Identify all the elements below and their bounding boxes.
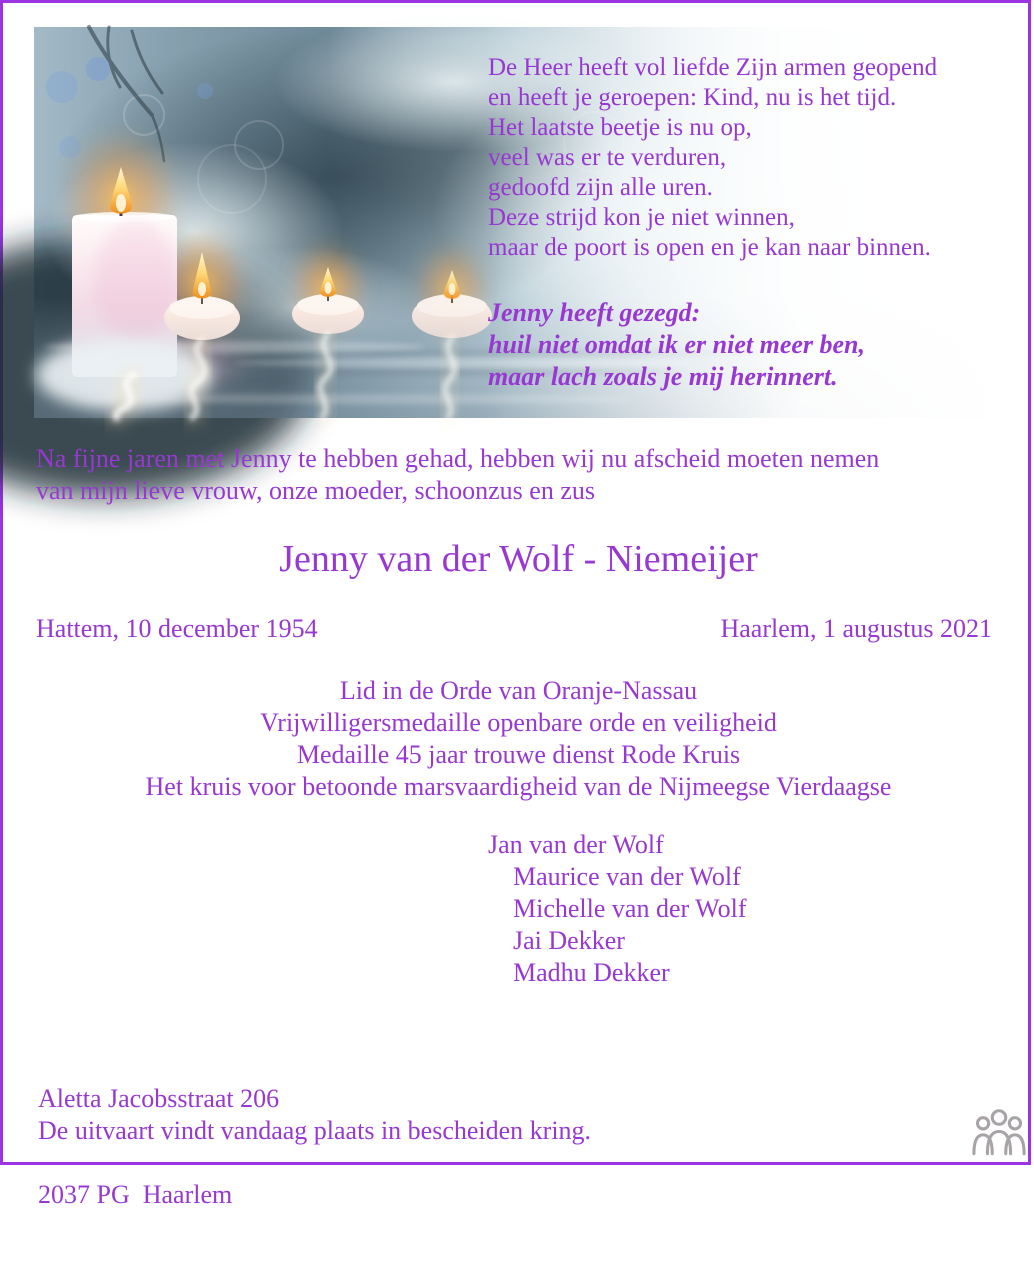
poem-line: De Heer heeft vol liefde Zijn armen geopend — [488, 54, 938, 81]
life-dates-row — [36, 613, 992, 645]
quote-line: huil niet omdat ik er niet meer ben, — [488, 330, 866, 359]
birth-place-date: Hattem, 10 december 1954 — [36, 614, 318, 643]
relative-name: Jan van der Wolf — [488, 830, 664, 859]
relative-name: Maurice van der Wolf — [513, 862, 741, 891]
funeral-notice: De uitvaart vindt vandaag plaats in bescheiden kring. — [38, 1116, 592, 1145]
memorial-poem — [488, 53, 937, 393]
memorial-photo — [34, 27, 1011, 418]
poem-line: veel was er te verduren, — [488, 144, 727, 171]
poem-line: maar de poort is open en je kan naar binnen. — [488, 234, 931, 261]
relatives-list — [488, 829, 747, 989]
relative-name: Michelle van der Wolf — [513, 894, 747, 923]
address-line: Aletta Jacobsstraat 206 — [38, 1084, 280, 1113]
poem-line: gedoofd zijn alle uren. — [488, 174, 713, 201]
poem-line: Deze strijd kon je niet winnen, — [488, 204, 795, 231]
memorial-quote — [488, 297, 937, 393]
relative-name: Madhu Dekker — [513, 958, 670, 987]
correspondence-address — [38, 1019, 279, 1275]
quote-line: maar lach zoals je mij herinnert. — [488, 362, 838, 391]
poem-line: en heeft je geroepen: Kind, nu is het tijd. — [488, 84, 897, 111]
poem-line: Het laatste beetje is nu op, — [488, 114, 752, 141]
honor-line: Vrijwilligersmedaille openbare orde en veiligheid — [260, 708, 777, 737]
address-line: 2037 PG Haarlem — [38, 1180, 233, 1209]
announcement-intro — [36, 443, 879, 507]
quote-line: Jenny heeft gezegd: — [488, 298, 701, 327]
honor-line: Het kruis voor betoonde marsvaardigheid van de Nijmeegse Vierdaagse — [145, 772, 892, 801]
relative-name: Jai Dekker — [513, 926, 625, 955]
intro-line: van mijn lieve vrouw, onze moeder, schoonzus en zus — [36, 476, 595, 505]
honors-list — [3, 675, 1034, 803]
intro-line: Na fijne jaren met Jenny te hebben gehad, hebben wij nu afscheid moeten nemen — [36, 444, 880, 473]
death-place-date: Haarlem, 1 augustus 2021 — [720, 614, 992, 643]
deceased-name: Jenny van der Wolf - Niemeijer — [279, 538, 758, 580]
honor-line: Lid in de Orde van Oranje-Nassau — [339, 676, 698, 705]
honor-line: Medaille 45 jaar trouwe dienst Rode Kruis — [296, 740, 741, 769]
mensenlinq-people-icon — [972, 1108, 1026, 1155]
